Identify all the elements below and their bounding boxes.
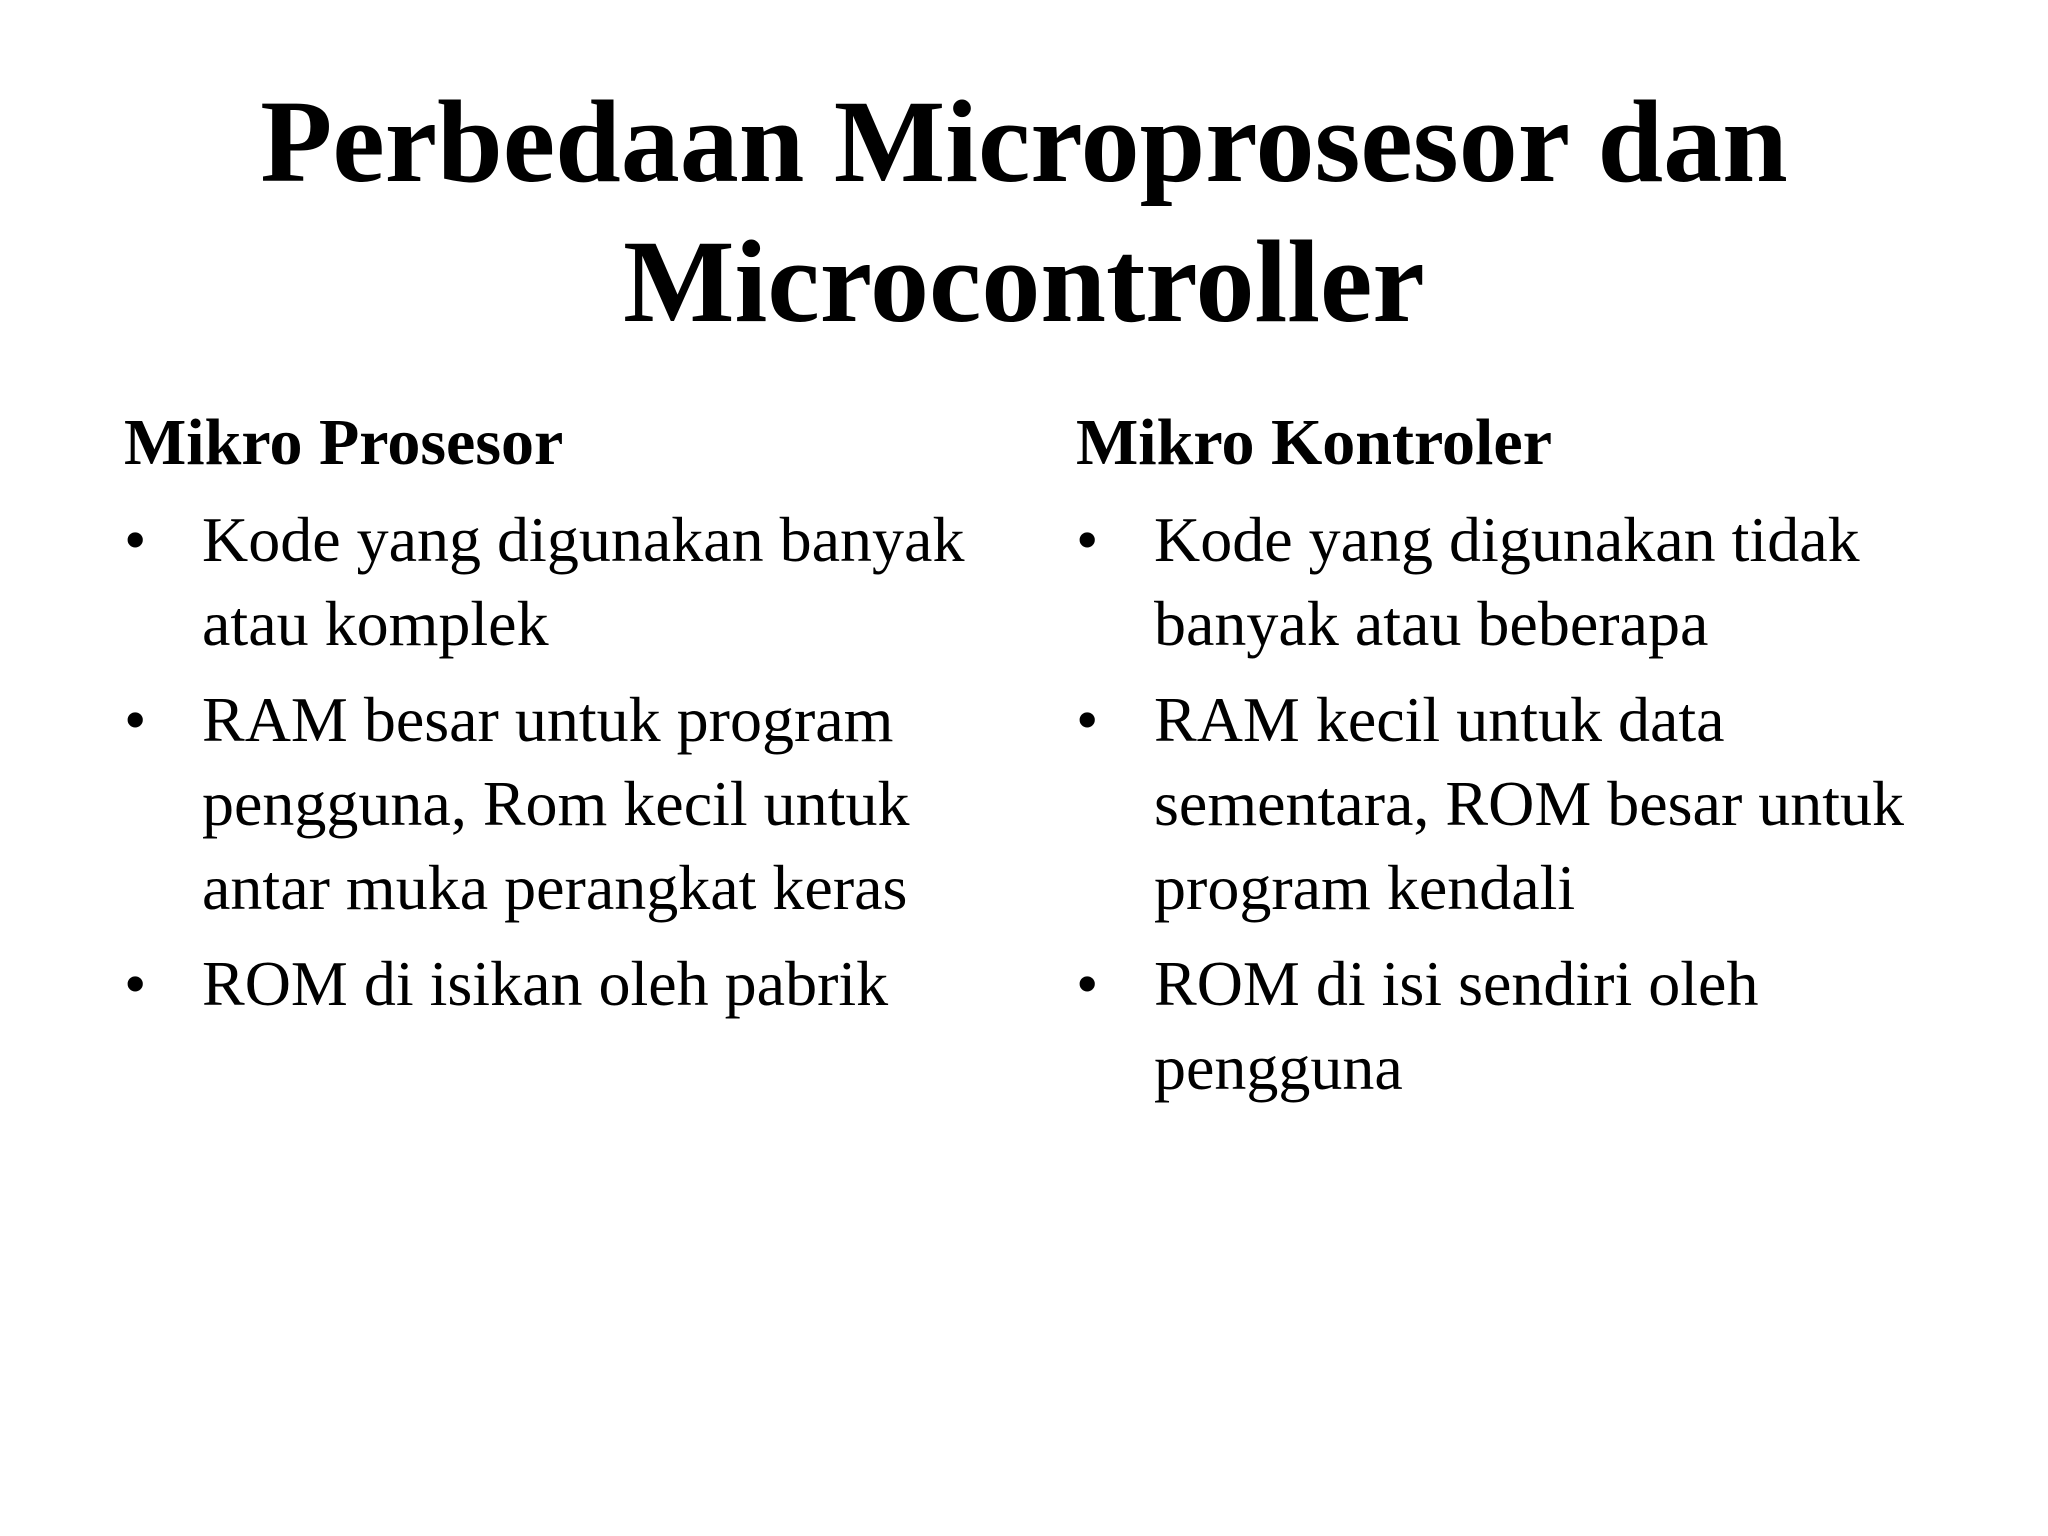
column-heading: Mikro Prosesor (124, 406, 564, 479)
bullet-icon: • (1076, 948, 1099, 1019)
bullet-text: Kode yang digunakan tidak banyak atau beberapa (1154, 504, 1860, 659)
bullet-text: RAM kecil untuk data sementara, ROM besar untuk program kendali (1154, 684, 1905, 923)
bullet-icon: • (124, 684, 147, 755)
list-item (124, 498, 994, 666)
list-item (124, 942, 994, 1026)
column-heading: Mikro Kontroler (1076, 406, 1552, 479)
bullet-text: ROM di isi sendiri oleh pengguna (1154, 948, 1759, 1103)
slide-title (0, 72, 2048, 352)
bullet-text: Kode yang digunakan banyak atau komplek (202, 504, 965, 659)
bullet-icon: • (1076, 504, 1099, 575)
bullet-list (124, 498, 994, 1026)
bullet-icon: • (1076, 684, 1099, 755)
column-mikro-kontroler (1076, 400, 1946, 1122)
bullet-text: RAM besar untuk program pengguna, Rom kecil untuk antar muka perangkat keras (202, 684, 910, 923)
bullet-text: ROM di isikan oleh pabrik (202, 948, 889, 1019)
list-item (124, 678, 994, 930)
bullet-list (1076, 498, 1946, 1110)
title-line-1: Perbedaan Microprosesor dan (260, 76, 1788, 207)
bullet-icon: • (124, 948, 147, 1019)
column-mikro-prosesor (124, 400, 994, 1038)
list-item (1076, 678, 1946, 930)
list-item (1076, 498, 1946, 666)
title-line-2: Microcontroller (623, 216, 1425, 347)
bullet-icon: • (124, 504, 147, 575)
list-item (1076, 942, 1946, 1110)
